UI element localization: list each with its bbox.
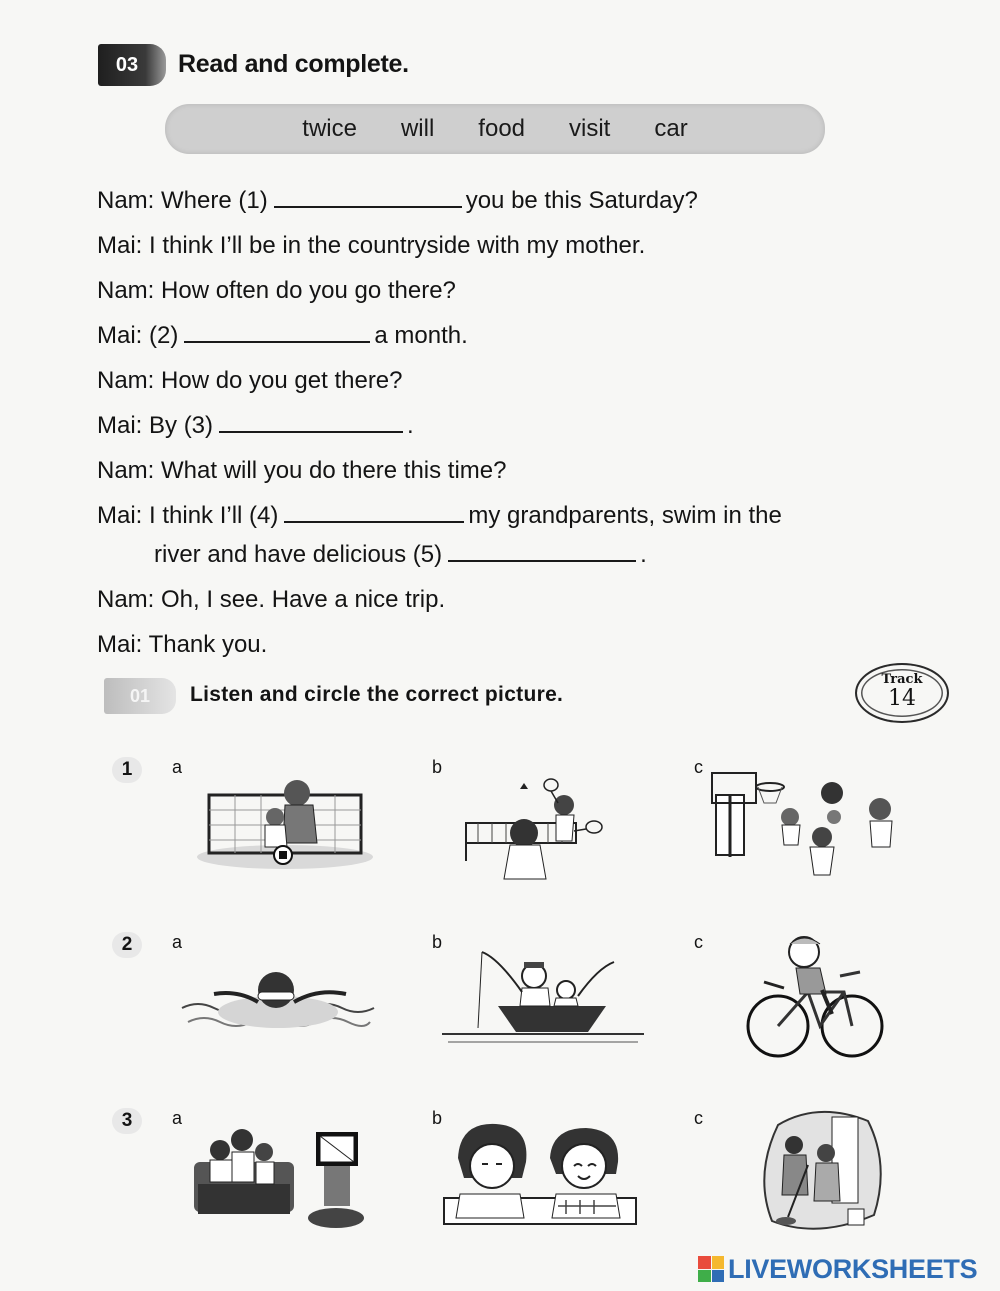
dialogue-line [97, 622, 917, 667]
studying-picture[interactable] [440, 1118, 640, 1228]
line-text: What will you do there this time? [161, 457, 507, 484]
word-bank [165, 104, 825, 154]
dialogue [97, 178, 917, 667]
word-bank-item: will [400, 115, 435, 142]
cleaning-picture[interactable] [758, 1105, 888, 1240]
speaker: Nam: [97, 457, 155, 484]
option-letter: a [172, 1108, 183, 1128]
line-text: my grandparents, swim in the [468, 502, 782, 529]
answer-blank-4[interactable] [284, 503, 464, 523]
word-bank-item: food [478, 115, 526, 142]
word-bank-item: twice [302, 115, 357, 142]
cycling-picture[interactable] [740, 932, 890, 1062]
speaker: Mai: [97, 322, 143, 349]
answer-blank-5[interactable] [448, 542, 636, 562]
section-number-badge: 03 [98, 44, 166, 86]
word-bank-item: visit [569, 115, 611, 142]
word-bank-item: car [654, 115, 688, 142]
logo-text: LIVEWORKSHEETS [728, 1253, 978, 1284]
speaker: Mai: [97, 232, 143, 259]
dialogue-line [97, 223, 917, 268]
line-text: Where (1) [161, 187, 268, 214]
speaker: Nam: [97, 586, 155, 613]
question-number: 2 [112, 932, 142, 958]
track-label: Track [881, 672, 923, 687]
fishing-picture[interactable] [438, 948, 648, 1048]
dialogue-line [97, 358, 917, 403]
line-text: I think I’ll be in the countryside with my mother. [149, 232, 646, 259]
line-text: By (3) [149, 412, 214, 439]
listening-title: Listen and circle the correct picture. [190, 683, 564, 706]
option-letter: c [694, 1108, 703, 1128]
dialogue-line [97, 178, 917, 223]
dialogue-line [97, 403, 917, 448]
line-text: . [407, 412, 414, 439]
line-text: How do you get there? [161, 367, 403, 394]
watching-tv-picture[interactable] [188, 1122, 368, 1232]
badminton-picture[interactable] [458, 775, 628, 885]
dialogue-line [97, 532, 917, 577]
section-title: Read and complete. [178, 50, 409, 78]
line-text: (2) [149, 322, 179, 349]
option-letter: b [432, 932, 443, 952]
speaker: Nam: [97, 277, 155, 304]
question-number: 1 [112, 757, 142, 783]
dialogue-line [97, 577, 917, 622]
listening-number-badge: 01 [104, 678, 176, 714]
line-text: Thank you. [148, 631, 268, 658]
soccer-picture[interactable] [195, 775, 375, 875]
option-letter: c [694, 757, 703, 777]
answer-blank-3[interactable] [219, 413, 403, 433]
option-letter: a [172, 757, 183, 777]
speaker: Mai: [97, 412, 143, 439]
line-text: How often do you go there? [161, 277, 456, 304]
speaker: Nam: [97, 187, 155, 214]
line-text: river and have delicious (5) [154, 541, 443, 568]
answer-blank-1[interactable] [274, 188, 462, 208]
dialogue-line [97, 313, 917, 358]
dialogue-line [97, 268, 917, 313]
speaker: Mai: [97, 631, 143, 658]
line-text: Oh, I see. Have a nice trip. [161, 586, 446, 613]
option-letter: a [172, 932, 183, 952]
question-number: 3 [112, 1108, 142, 1134]
basketball-picture[interactable] [710, 765, 920, 885]
line-text: . [640, 541, 647, 568]
line-text: a month. [374, 322, 468, 349]
liveworksheets-logo[interactable] [698, 1255, 977, 1283]
option-letter: b [432, 1108, 443, 1128]
line-text: I think I’ll (4) [149, 502, 279, 529]
logo-icon [698, 1256, 724, 1282]
track-badge [855, 663, 949, 723]
answer-blank-2[interactable] [184, 323, 370, 343]
option-letter: c [694, 932, 703, 952]
swimming-picture[interactable] [178, 960, 378, 1040]
dialogue-line [97, 448, 917, 493]
speaker: Mai: [97, 502, 143, 529]
line-text: you be this Saturday? [465, 187, 698, 214]
track-number: 14 [888, 686, 916, 711]
option-letter: b [432, 757, 443, 777]
speaker: Nam: [97, 367, 155, 394]
